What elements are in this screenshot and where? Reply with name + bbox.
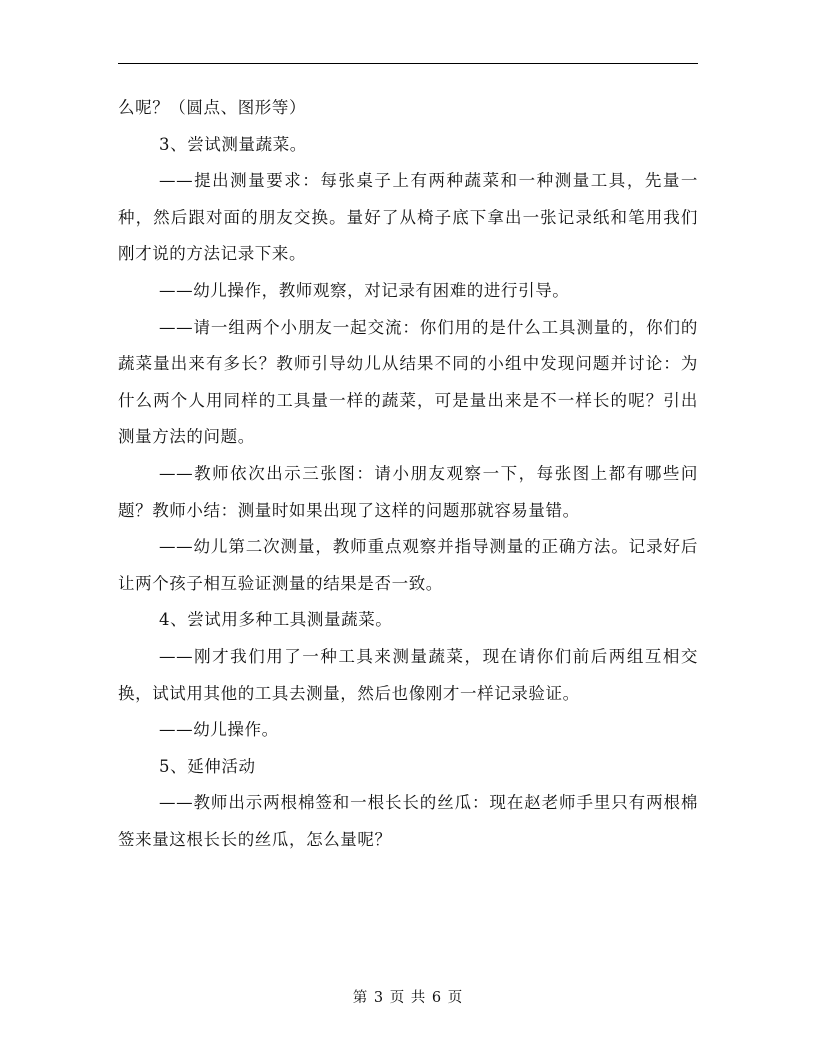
paragraph-three-pictures: ——教师依次出示三张图：请小朋友观察一下，每张图上都有哪些问题？教师小结：测量时如果出现了这样的问题那就容易量错。 xyxy=(118,463,698,520)
paragraph-second-measure: ——幼儿第二次测量，教师重点观察并指导测量的正确方法。记录好后让两个孩子相互验证测量的结果是否一致。 xyxy=(118,537,698,593)
page-number-footer: 第 3 页 共 6 页 xyxy=(352,990,464,1006)
paragraph-extension: ——教师出示两根棉签和一根长长的丝瓜：现在赵老师手里只有两根棉签来量这根长长的丝瓜，怎么量呢？ xyxy=(118,793,698,849)
section-heading-4: 4、尝试用多种工具测量蔬菜。 xyxy=(159,610,393,630)
paragraph-swap-tools: ——刚才我们用了一种工具来测量蔬菜，现在请你们前后两组互相交换，试试用其他的工具去测量，然后也像刚才一样记录验证。 xyxy=(118,646,698,703)
document-body xyxy=(118,90,698,858)
header-rule xyxy=(118,63,698,64)
paragraph-children-operate-2: ——幼儿操作。 xyxy=(159,720,279,740)
paragraph-continuation: 么呢？（圆点、图形等） xyxy=(118,98,307,117)
paragraph-children-operate: ——幼儿操作，教师观察，对记录有困难的进行引导。 xyxy=(159,280,570,300)
paragraph-group-exchange: ——请一组两个小朋友一起交流：你们用的是什么工具测量的，你们的蔬菜量出来有多长？教师引导幼儿从结果不同的小组中发现问题并讨论：为什么两个人用同样的工具量一样的蔬菜，可是量出来是不一样长的呢？引出测量方法的问题。 xyxy=(118,317,698,447)
section-heading-3: 3、尝试测量蔬菜。 xyxy=(159,134,307,154)
section-heading-5: 5、延伸活动 xyxy=(159,756,256,776)
paragraph-measure-requirement: ——提出测量要求：每张桌子上有两种蔬菜和一种测量工具，先量一种，然后跟对面的朋友交换。量好了从椅子底下拿出一张记录纸和笔用我们刚才说的方法记录下来。 xyxy=(118,171,698,264)
